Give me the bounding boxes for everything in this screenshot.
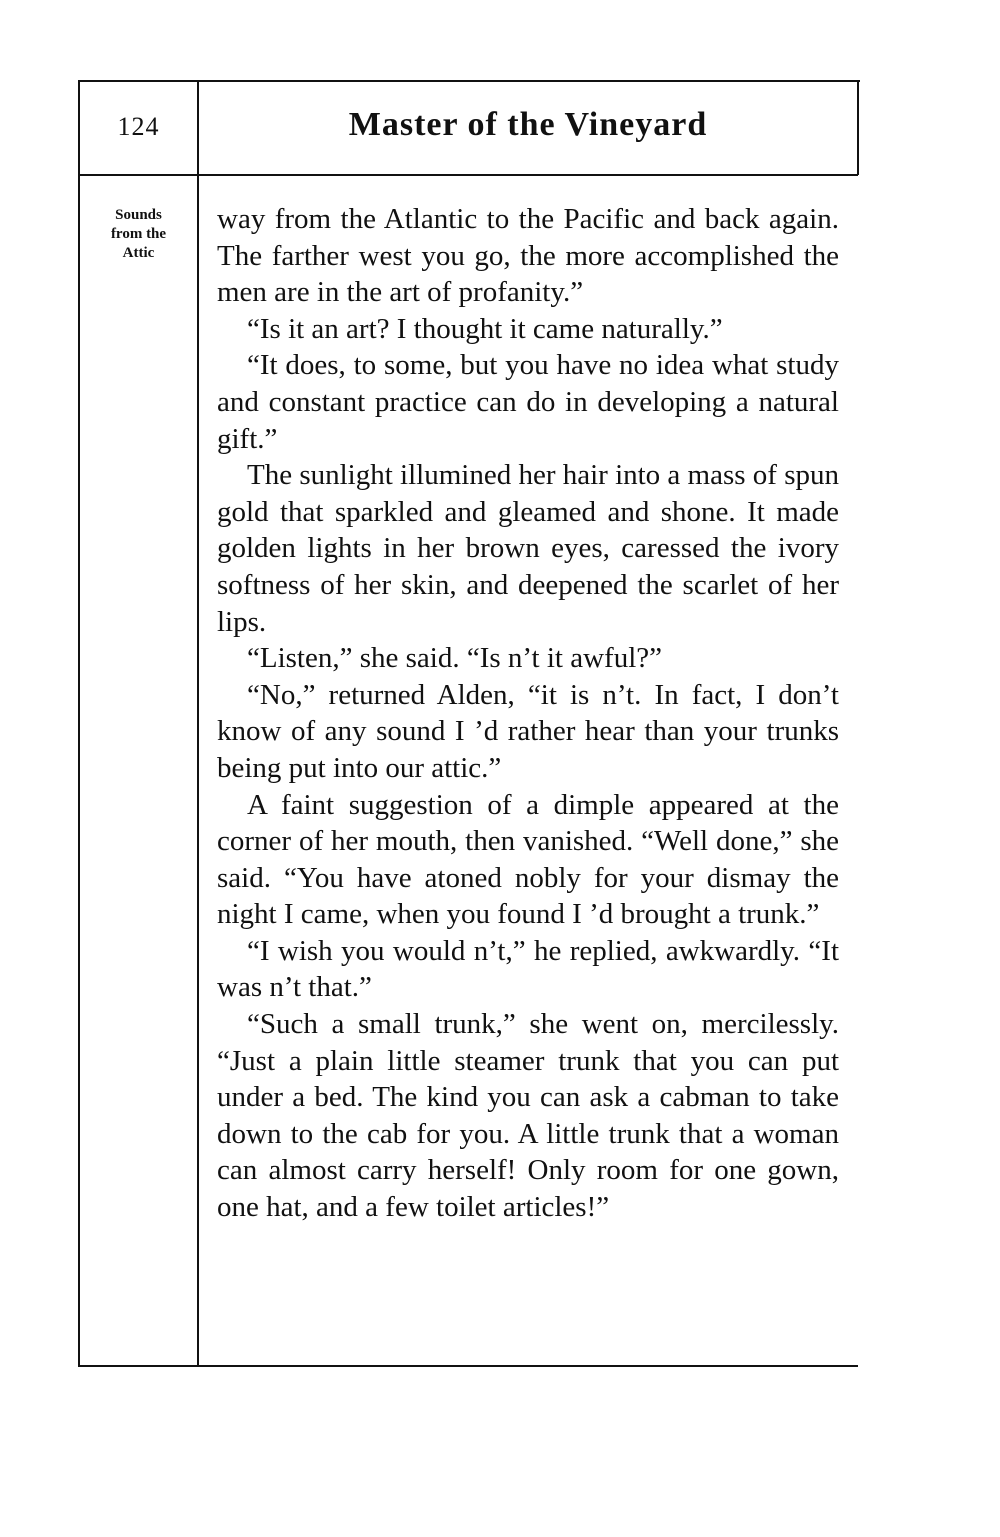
margin-note-line: from the [110,226,167,242]
margin-note-line: Sounds [115,207,162,223]
column-divider [197,82,199,1367]
paragraph: “It does, to some, but you have no idea what study and constant practice can do in developing a natural gift.” [217,349,839,455]
paragraph: The sunlight illumined her hair into a mass of spun gold that sparkled and gleamed and shone. It made golden lights in her brown eyes, caressed the ivory softness of her skin, and deepened the scarlet of her lips. [217,459,839,638]
paragraph: “Listen,” she said. “Is n’t it awful?” [247,642,662,675]
paragraph: A faint suggestion of a dimple appeared at the corner of her mouth, then vanished. “Well done,” she said. “You have atoned nobly for your dismay the night I came, when you found I ’d brought a trunk.” [217,788,839,931]
body-text [217,201,839,1226]
paragraph: “Is it an art? I thought it came naturally.” [247,312,723,345]
frame-bottom-rule [78,1365,858,1367]
page-number: 124 [117,112,160,141]
running-title: Master of the Vineyard [348,106,708,143]
paragraph: “Such a small trunk,” she went on, mercilessly. “Just a plain little steamer trunk that you can put under a bed. The kind you can ask a cabman to take down to the cab for you. A little trunk that a woman can almost carry herself! Only room for one gown, one hat, and a few toilet articles!” [217,1008,839,1224]
frame-right-rule [857,80,859,175]
margin-note-line: Attic [122,245,155,261]
frame-left-rule [78,80,80,1367]
paragraph: way from the Atlantic to the Pacific and back again. The farther west you go, the more accomplished the men are in the art of profanity.” [217,203,839,309]
paragraph: “No,” returned Alden, “it is n’t. In fact, I don’t know of any sound I ’d rather hear than your trunks being put into our attic.” [217,678,839,784]
paragraph: “I wish you would n’t,” he replied, awkwardly. “It was n’t that.” [217,934,839,1004]
margin-note [80,206,197,263]
